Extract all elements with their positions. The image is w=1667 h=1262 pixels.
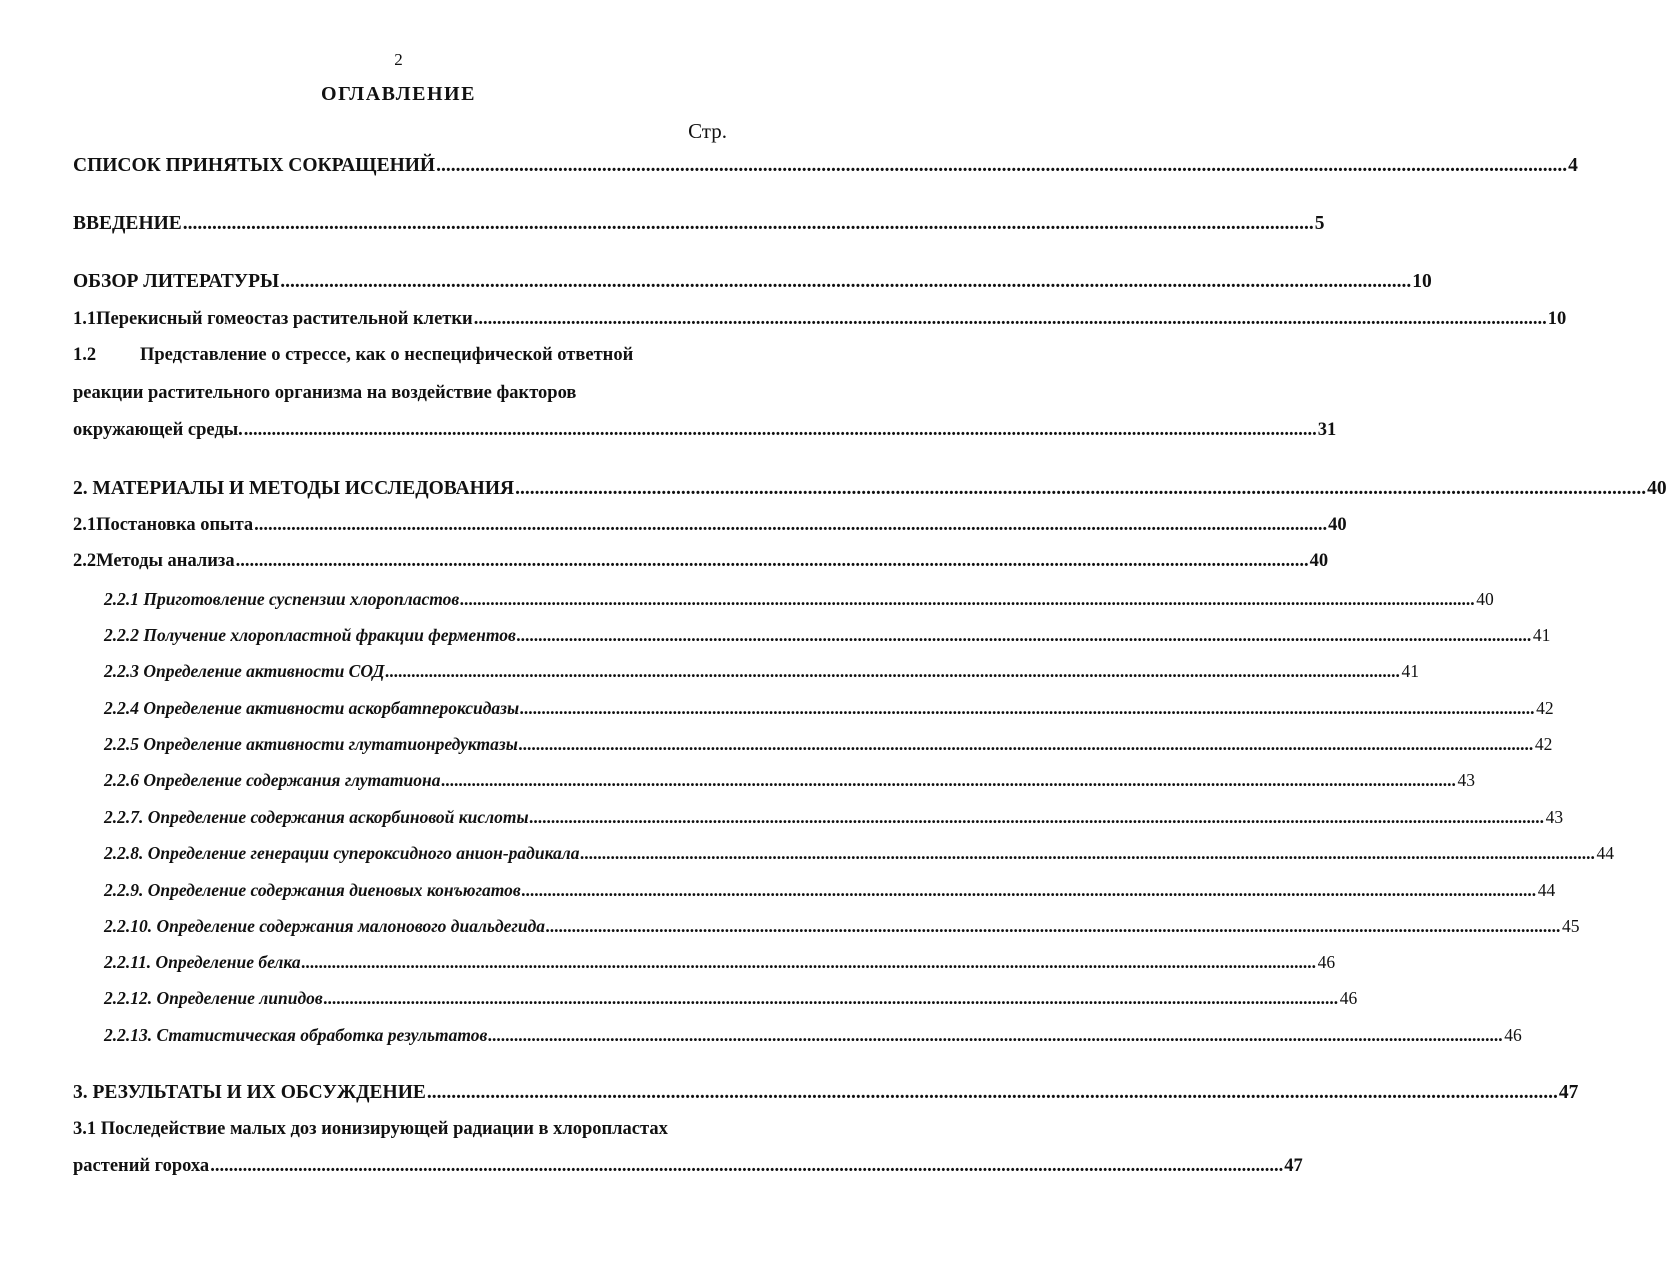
toc-entry-page: 41 — [1401, 661, 1420, 681]
dot-leader — [519, 734, 1534, 755]
dot-leader — [427, 1082, 1558, 1104]
toc-entry-label: 2.2.11. Определение белка — [104, 952, 301, 972]
dot-leader — [236, 551, 1309, 572]
toc-entry-label: ВВЕДЕНИЕ — [73, 213, 182, 234]
toc-entry-page: 44 — [1537, 880, 1556, 900]
toc-entry-label: 3. РЕЗУЛЬТАТЫ И ИХ ОБСУЖДЕНИЕ — [73, 1082, 426, 1103]
dot-leader — [530, 807, 1545, 828]
toc-entry-label: ОБЗОР ЛИТЕРАТУРЫ — [73, 271, 280, 292]
dot-leader — [474, 309, 1547, 330]
toc-entry-1-2-line1[interactable] — [73, 345, 736, 366]
toc-entry-page: 31 — [1317, 420, 1337, 440]
toc-entry-2-2-11[interactable] — [104, 952, 1336, 973]
toc-entry-2-2-3[interactable] — [104, 661, 1420, 682]
toc-entry-label: Представление о стрессе, как о неспецифической ответной — [140, 345, 634, 365]
dot-leader — [183, 213, 1314, 235]
toc-entry-label: 2.2.2 Получение хлоропластной фракции ферментов — [104, 625, 516, 645]
toc-entry-chapter-3[interactable] — [73, 1082, 1579, 1104]
toc-entry-page: 10 — [1412, 271, 1432, 292]
toc-entry-number: 2.1 — [73, 515, 97, 535]
toc-entry-2-2-8[interactable] — [104, 843, 1615, 864]
dot-leader — [441, 770, 1456, 791]
dot-leader — [280, 271, 1411, 293]
toc-entry-page: 47 — [1284, 1156, 1303, 1176]
toc-entry-2-2-1[interactable] — [104, 589, 1494, 610]
toc-entry-label: Методы анализа — [96, 551, 235, 571]
dot-leader — [546, 916, 1561, 937]
toc-entry-label: 3.1 Последействие малых доз ионизирующей радиации в хлоропластах — [73, 1119, 668, 1139]
toc-entry-page: 43 — [1457, 770, 1475, 790]
toc-entry-2-2-7[interactable] — [104, 807, 1564, 828]
toc-entry-3-1-line2[interactable] — [73, 1156, 1303, 1177]
toc-entry-chapter-2[interactable] — [73, 478, 1667, 500]
toc-entry-2-2-12[interactable] — [104, 988, 1358, 1009]
toc-title: ОГЛАВЛЕНИЕ — [321, 83, 476, 105]
toc-entry-number: 1.1 — [73, 309, 97, 329]
toc-entry-page: 46 — [1504, 1025, 1522, 1045]
dot-leader — [324, 988, 1339, 1009]
dot-leader — [581, 843, 1596, 864]
page-column-header: Стр. — [688, 119, 727, 143]
toc-entry-page: 45 — [1562, 916, 1580, 936]
toc-entry-label: 2.2.3 Определение активности СОД — [104, 661, 385, 681]
toc-entry-label: 2.2.5 Определение активности глутатионредуктазы — [104, 734, 518, 754]
toc-entry-page: 10 — [1547, 309, 1567, 329]
toc-entry-page: 44 — [1596, 843, 1615, 863]
toc-entry-label: окружающей среды. — [73, 420, 243, 440]
toc-entry-literature-review[interactable] — [73, 271, 1432, 293]
toc-entry-page: 47 — [1558, 1082, 1579, 1103]
toc-entry-page: 46 — [1317, 952, 1336, 972]
toc-entry-2-2[interactable] — [73, 551, 1329, 572]
toc-entry-page: 5 — [1314, 213, 1325, 234]
dot-leader — [515, 478, 1646, 500]
toc-entry-label: 2.2.1 Приготовление суспензии хлоропластов — [104, 589, 460, 609]
toc-entry-label: 2.2.13. Статистическая обработка результатов — [104, 1025, 488, 1045]
dot-leader — [386, 661, 1401, 682]
toc-entry-1-1[interactable] — [73, 309, 1567, 330]
toc-entry-number: 2.2 — [73, 551, 97, 571]
toc-entry-label: 2.2.10. Определение содержания малонового диальдегида — [104, 916, 546, 936]
toc-entry-2-2-13[interactable] — [104, 1025, 1522, 1046]
dot-leader — [244, 420, 1317, 441]
toc-entry-2-1[interactable] — [73, 515, 1347, 536]
toc-entry-2-2-4[interactable] — [104, 698, 1554, 719]
dot-leader — [254, 515, 1327, 536]
toc-entry-3-1-line1[interactable] — [73, 1119, 736, 1140]
dot-leader — [488, 1025, 1503, 1046]
dot-leader — [517, 625, 1532, 646]
toc-entry-page: 41 — [1532, 625, 1551, 645]
toc-entry-label: Постановка опыта — [96, 515, 254, 535]
toc-entry-label: 2.2.6 Определение содержания глутатиона — [104, 770, 441, 790]
toc-entry-1-2-line3[interactable] — [73, 420, 1337, 441]
toc-entry-page: 46 — [1339, 988, 1358, 1008]
toc-entry-page: 42 — [1536, 698, 1554, 718]
toc-entry-page: 40 — [1328, 515, 1347, 535]
dot-leader — [210, 1156, 1283, 1177]
toc-entry-2-2-9[interactable] — [104, 880, 1556, 901]
toc-entry-label: 2.2.12. Определение липидов — [104, 988, 323, 1008]
dot-leader — [520, 698, 1535, 719]
dot-leader — [522, 880, 1537, 901]
toc-entry-introduction[interactable] — [73, 213, 1325, 235]
toc-entry-2-2-5[interactable] — [104, 734, 1553, 755]
toc-entry-label: 2. МАТЕРИАЛЫ И МЕТОДЫ ИССЛЕДОВАНИЯ — [73, 478, 515, 499]
dot-leader — [460, 589, 1475, 610]
page-number: 2 — [394, 50, 403, 69]
toc-entry-label: растений гороха — [73, 1156, 210, 1176]
toc-entry-label: 2.2.8. Определение генерации супероксидного анион-радикала — [104, 843, 580, 863]
dot-leader — [302, 952, 1317, 973]
toc-entry-label: Перекисный гомеостаз растительной клетки — [96, 309, 473, 329]
toc-entry-page: 4 — [1568, 155, 1578, 176]
toc-entry-label: 2.2.7. Определение содержания аскорбиновой кислоты — [104, 807, 529, 827]
toc-entry-1-2-line2[interactable] — [73, 383, 736, 404]
toc-entry-page: 40 — [1647, 478, 1667, 499]
toc-entry-page: 40 — [1476, 589, 1494, 609]
toc-entry-label: СПИСОК ПРИНЯТЫХ СОКРАЩЕНИЙ — [73, 155, 436, 176]
toc-entry-page: 42 — [1534, 734, 1553, 754]
toc-entry-page: 40 — [1309, 551, 1329, 571]
toc-entry-page: 43 — [1545, 807, 1564, 827]
toc-entry-label: 2.2.9. Определение содержания диеновых конъюгатов — [104, 880, 521, 900]
dot-leader — [436, 155, 1567, 177]
toc-entry-2-2-10[interactable] — [104, 916, 1580, 937]
toc-entry-label: реакции растительного организма на воздействие факторов — [73, 383, 577, 403]
toc-entry-2-2-6[interactable] — [104, 770, 1475, 791]
toc-entry-number: 1.2 — [73, 345, 97, 365]
toc-entry-abbreviations[interactable] — [73, 155, 1578, 177]
toc-entry-2-2-2[interactable] — [104, 625, 1551, 646]
toc-entry-label: 2.2.4 Определение активности аскорбатпероксидазы — [104, 698, 520, 718]
